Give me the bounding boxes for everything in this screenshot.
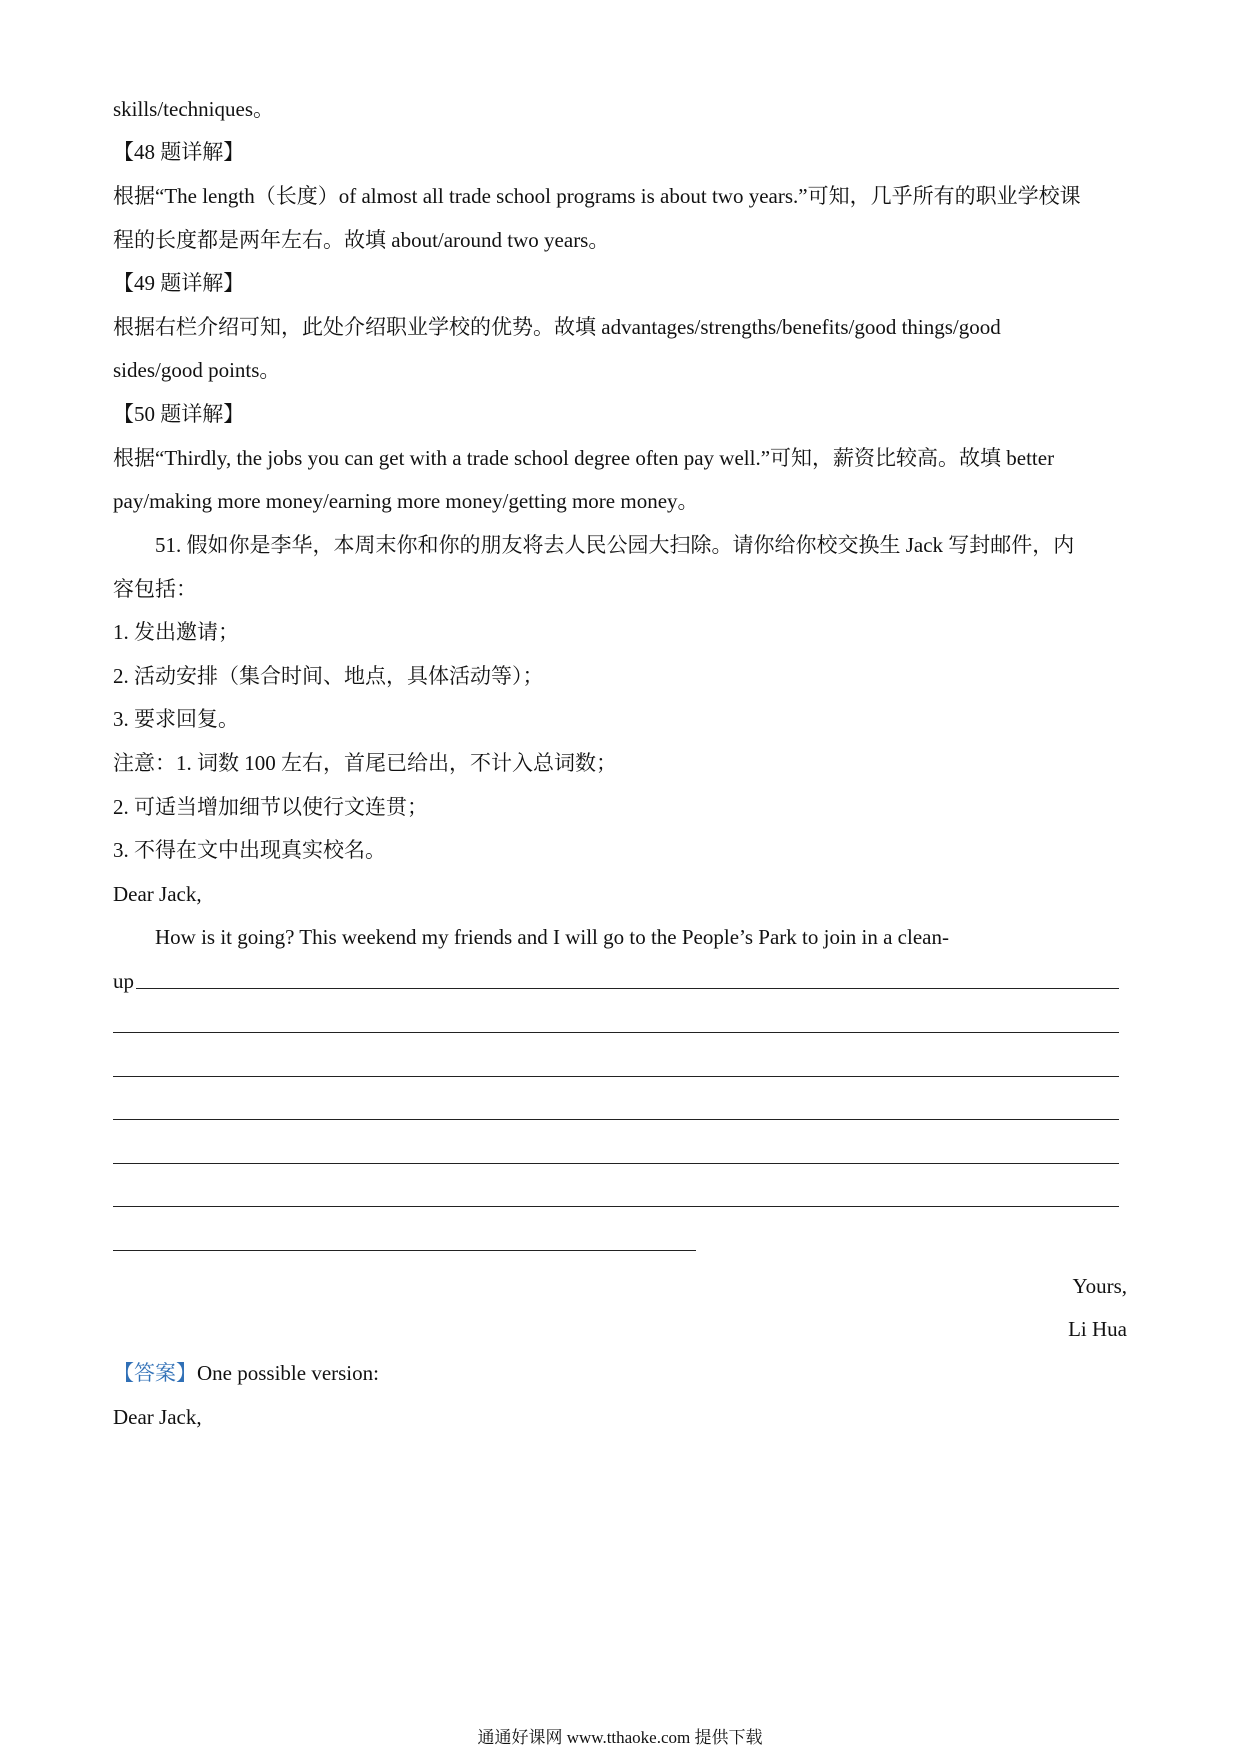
answer-tag: 【答案】 xyxy=(113,1361,197,1385)
letter-salutation: Dear Jack, xyxy=(113,882,202,906)
page-footer: 通通好课网 www.tthaoke.com 提供下载 xyxy=(477,1728,763,1747)
writing-line[interactable] xyxy=(113,1163,1119,1164)
answer-salutation: Dear Jack, xyxy=(113,1405,202,1429)
letter-closing: Yours, xyxy=(1072,1274,1127,1298)
text-line: 容包括： xyxy=(113,577,197,601)
list-item: 3. 要求回复。 xyxy=(113,707,239,731)
writing-line[interactable] xyxy=(113,1076,1119,1077)
section-heading-50: 【50 题详解】 xyxy=(113,402,245,426)
section-heading-49: 【49 题详解】 xyxy=(113,271,245,295)
writing-line[interactable] xyxy=(113,1250,696,1251)
text-line: 根据“Thirdly, the jobs you can get with a trade school degree often pay well.”可知，薪资比较高。故填 better xyxy=(113,446,1055,470)
writing-line[interactable] xyxy=(113,1032,1119,1033)
question-prompt: 51. 假如你是李华，本周末你和你的朋友将去人民公园大扫除。请你给你校交换生 Jack 写封邮件，内 xyxy=(155,533,1075,557)
text-line: sides/good points。 xyxy=(113,358,281,382)
note-line: 2. 可适当增加细节以使行文连贯； xyxy=(113,795,428,819)
letter-opening: How is it going? This weekend my friends and I will go to the People’s Park to join in a clean- xyxy=(155,925,949,949)
letter-signature: Li Hua xyxy=(1068,1317,1127,1341)
writing-line[interactable] xyxy=(136,988,1119,989)
text-line: 根据“The length（长度）of almost all trade school programs is about two years.”可知，几乎所有的职业学校课 xyxy=(113,184,1081,208)
note-line: 注意：1. 词数 100 左右，首尾已给出，不计入总词数； xyxy=(113,751,617,775)
text-line: 根据右栏介绍可知，此处介绍职业学校的优势。故填 advantages/strengths/benefits/good things/good xyxy=(113,315,1001,339)
writing-line[interactable] xyxy=(113,1119,1119,1120)
answer-line xyxy=(113,1359,379,1387)
letter-continuation: up xyxy=(113,969,134,993)
answer-text: One possible version: xyxy=(197,1361,379,1385)
text-line: 程的长度都是两年左右。故填 about/around two years。 xyxy=(113,228,610,252)
list-item: 2. 活动安排（集合时间、地点，具体活动等）； xyxy=(113,664,544,688)
text-line: pay/making more money/earning more money/getting more money。 xyxy=(113,489,699,513)
writing-line[interactable] xyxy=(113,1206,1119,1207)
list-item: 1. 发出邀请； xyxy=(113,620,239,644)
note-line: 3. 不得在文中出现真实校名。 xyxy=(113,838,386,862)
section-heading-48: 【48 题详解】 xyxy=(113,140,245,164)
text-line: skills/techniques。 xyxy=(113,97,274,121)
